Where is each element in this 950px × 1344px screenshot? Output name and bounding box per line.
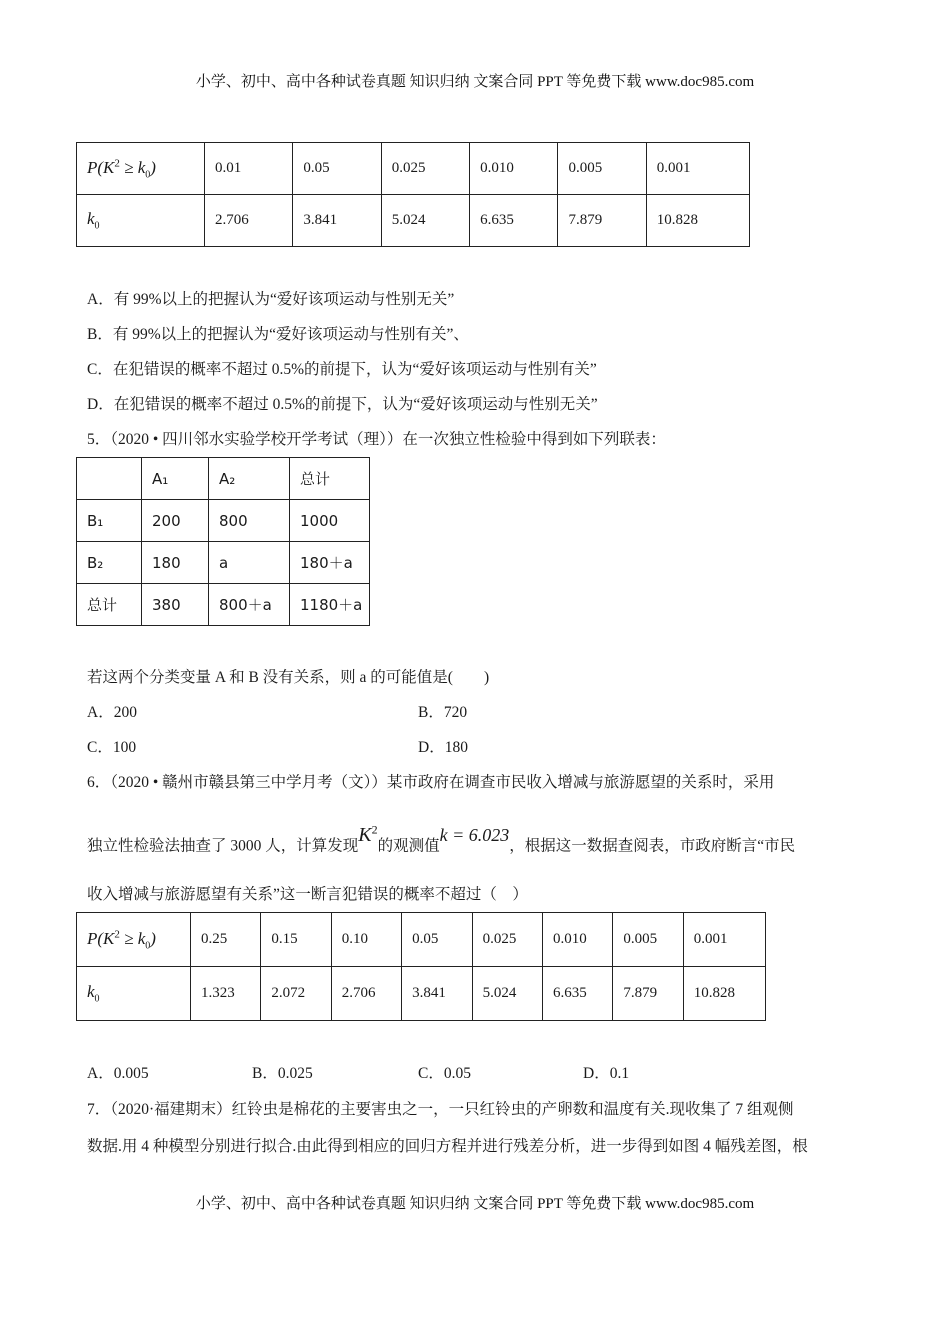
table-cell: 总计 <box>77 584 142 626</box>
q7-line-1: 7．（2020·福建期末）红铃虫是棉花的主要害虫之一，一只红铃虫的产卵数和温度有关.现收集了 7 组观侧 <box>87 1101 794 1118</box>
table-cell: 0.025 <box>472 913 542 967</box>
table-cell: 0.010 <box>542 913 612 967</box>
table-cell: 2.706 <box>331 967 401 1021</box>
table-cell: 0.005 <box>558 143 646 195</box>
table-cell: 800 <box>209 500 290 542</box>
row-label-k: $k_0$ <box>77 967 191 1021</box>
q5-option-b: B．720 <box>418 704 468 721</box>
page-header-watermark: 小学、初中、高中各种试卷真题 知识归纳 文案合同 PPT 等免费下载 www.doc985.com <box>195 74 755 90</box>
k-exponent: 2 <box>371 822 378 836</box>
q5-question: 若这两个分类变量 A 和 B 没有关系，则 a 的可能值是( ) <box>87 669 490 686</box>
table-row <box>77 542 370 584</box>
row-label-p: $P(K^2 \ge k_0)$ <box>77 913 191 967</box>
q6-option-b: B．0.025 <box>252 1065 313 1082</box>
q5-option-a: A．200 <box>87 704 137 721</box>
table-row <box>77 913 766 967</box>
table-cell: B₁ <box>77 500 142 542</box>
table-cell: 380 <box>142 584 209 626</box>
table-cell: 6.635 <box>470 195 558 247</box>
q5-stem: 5．（2020 • 四川邻水实验学校开学考试（理））在一次独立性检验中得到如下列联表： <box>87 431 666 448</box>
table-cell: 0.025 <box>381 143 469 195</box>
q6-line-2-text-a: 独立性检验法抽查了 3000 人，计算发现 <box>87 837 359 855</box>
table-cell: 0.05 <box>402 913 472 967</box>
q5-option-d: D．180 <box>418 739 468 756</box>
table-cell: 2.072 <box>261 967 331 1021</box>
q6-line-2-text-b: 的观测值 <box>377 837 440 855</box>
table-cell: 0.001 <box>646 143 749 195</box>
q7-line-2: 数据.用 4 种模型分别进行拟合.由此得到相应的回归方程并进行残差分析，进一步得到如图 4 幅残差图，根 <box>87 1138 808 1155</box>
table-cell: 7.879 <box>558 195 646 247</box>
table-row <box>77 967 766 1021</box>
table-cell: 0.01 <box>205 143 293 195</box>
table-cell <box>77 458 142 500</box>
table-cell: A₂ <box>209 458 290 500</box>
observed-value: k = 6.023 <box>439 824 510 845</box>
table-cell: 200 <box>142 500 209 542</box>
table-cell: 1180＋a <box>290 584 370 626</box>
table-cell: 6.635 <box>542 967 612 1021</box>
table-cell: 1000 <box>290 500 370 542</box>
table-row <box>77 458 370 500</box>
table-cell: 5.024 <box>472 967 542 1021</box>
table-cell: 7.879 <box>613 967 683 1021</box>
q6-line-3: 收入增减与旅游愿望有关系”这一断言犯错误的概率不超过（ ） <box>87 886 528 903</box>
table-cell: 10.828 <box>683 967 765 1021</box>
table-cell: 5.024 <box>381 195 469 247</box>
table-cell: 10.828 <box>646 195 749 247</box>
table-cell: 0.010 <box>470 143 558 195</box>
table-cell: 0.05 <box>293 143 381 195</box>
table-cell: A₁ <box>142 458 209 500</box>
q4-option-a: A．有 99%以上的把握认为“爱好该项运动与性别无关” <box>87 291 455 308</box>
q4-option-b: B．有 99%以上的把握认为“爱好该项运动与性别有关”、 <box>87 326 469 343</box>
critical-value-table-1 <box>76 142 750 247</box>
table-cell: B₂ <box>77 542 142 584</box>
table-cell: 0.15 <box>261 913 331 967</box>
q6-option-a: A．0.005 <box>87 1065 149 1082</box>
q6-line-2-text-c: ，根据这一数据查阅表，市政府断言“市民 <box>509 837 796 855</box>
table-row <box>77 195 750 247</box>
critical-value-table-2 <box>76 912 766 1021</box>
table-cell: 0.001 <box>683 913 765 967</box>
table-cell: a <box>209 542 290 584</box>
q6-line-1: 6．（2020 • 赣州市赣县第三中学月考（文））某市政府在调查市民收入增减与旅游愿望的关系时，采用 <box>87 774 775 791</box>
table-cell: 1.323 <box>191 967 261 1021</box>
q6-option-d: D．0.1 <box>583 1065 630 1082</box>
table-row <box>77 584 370 626</box>
q6-option-c: C．0.05 <box>418 1065 471 1082</box>
row-label-k: $k_0$ <box>77 195 205 247</box>
q4-option-d: D．在犯错误的概率不超过 0.5%的前提下，认为“爱好该项运动与性别无关” <box>87 396 598 413</box>
k-letter: K <box>358 823 372 846</box>
table-cell: 总计 <box>290 458 370 500</box>
row-label-p: $P(K^2 \ge k_0)$ <box>77 143 205 195</box>
table-cell: 0.005 <box>613 913 683 967</box>
table-row <box>77 500 370 542</box>
page-footer-watermark: 小学、初中、高中各种试卷真题 知识归纳 文案合同 PPT 等免费下载 www.doc985.com <box>195 1196 755 1212</box>
table-cell: 180 <box>142 542 209 584</box>
table-cell: 800＋a <box>209 584 290 626</box>
table-cell: 3.841 <box>293 195 381 247</box>
q5-option-c: C．100 <box>87 739 137 756</box>
q6-line-2 <box>87 822 796 857</box>
contingency-table <box>76 457 370 626</box>
q4-option-c: C．在犯错误的概率不超过 0.5%的前提下，认为“爱好该项运动与性别有关” <box>87 361 597 378</box>
k-squared-symbol <box>358 824 377 846</box>
table-cell: 0.10 <box>331 913 401 967</box>
table-cell: 0.25 <box>191 913 261 967</box>
table-cell: 2.706 <box>205 195 293 247</box>
table-cell: 3.841 <box>402 967 472 1021</box>
table-row <box>77 143 750 195</box>
table-cell: 180＋a <box>290 542 370 584</box>
